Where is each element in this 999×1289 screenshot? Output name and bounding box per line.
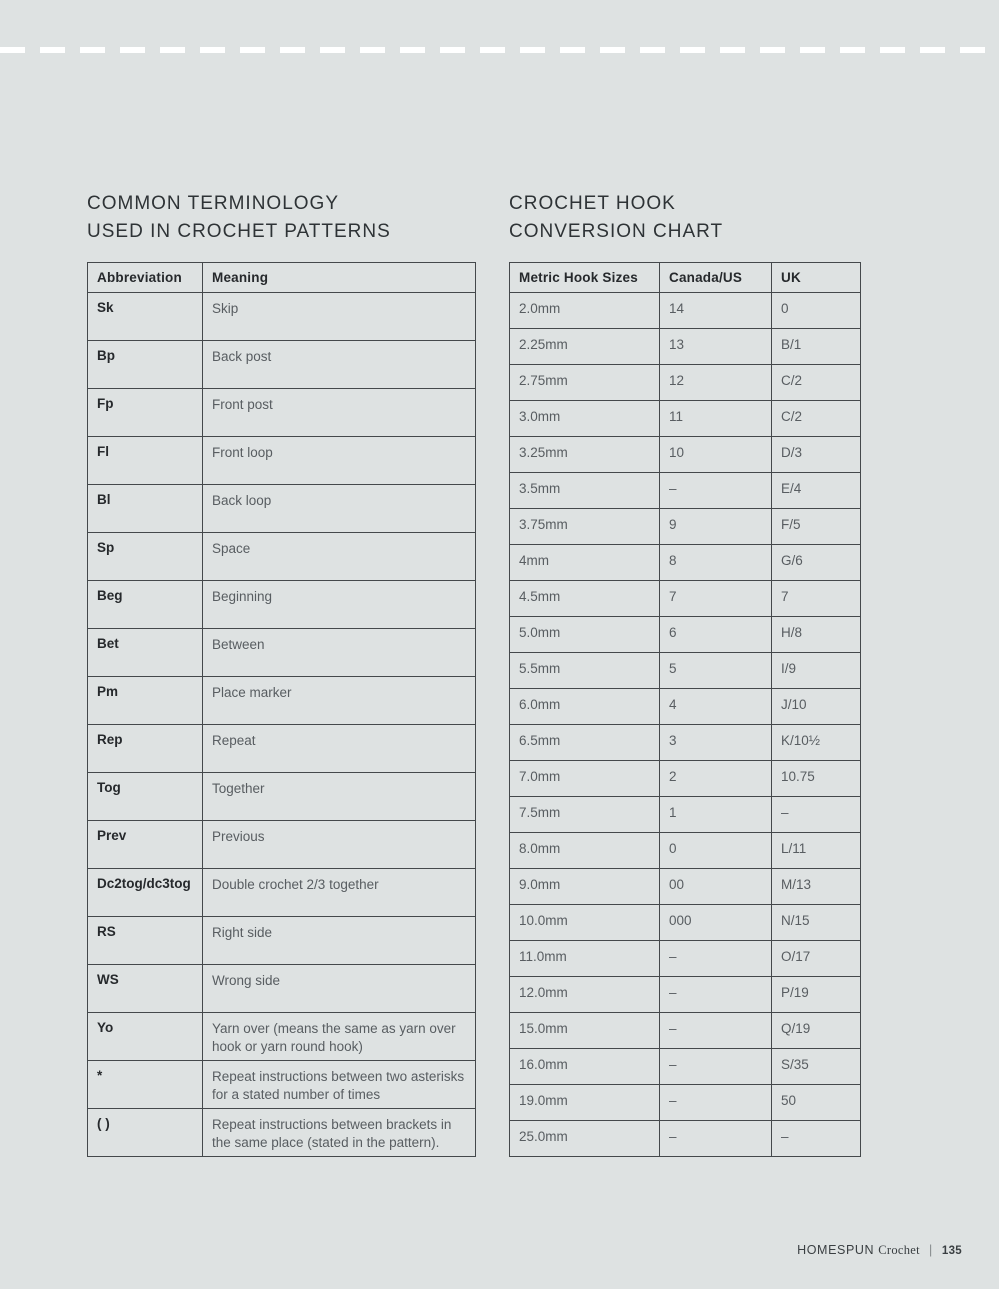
canada-us-size-cell: 10 (660, 437, 772, 473)
hook-chart-header-metric: Metric Hook Sizes (510, 263, 660, 293)
uk-size-cell: C/2 (772, 365, 861, 401)
metric-size-cell: 7.5mm (510, 797, 660, 833)
meaning-cell: Previous (203, 821, 476, 869)
meaning-cell: Wrong side (203, 965, 476, 1013)
abbreviation-cell: Rep (88, 725, 203, 773)
terminology-table-row (88, 389, 476, 437)
metric-size-cell: 3.5mm (510, 473, 660, 509)
uk-size-cell: E/4 (772, 473, 861, 509)
canada-us-size-cell: 2 (660, 761, 772, 797)
hook-chart-table-row (510, 869, 861, 905)
hook-chart-table-row (510, 473, 861, 509)
canada-us-size-cell: 12 (660, 365, 772, 401)
meaning-cell: Between (203, 629, 476, 677)
metric-size-cell: 3.0mm (510, 401, 660, 437)
abbreviation-cell: Sp (88, 533, 203, 581)
uk-size-cell: C/2 (772, 401, 861, 437)
abbreviation-cell: Pm (88, 677, 203, 725)
meaning-cell: Front post (203, 389, 476, 437)
abbreviation-cell: Dc2tog/dc3tog (88, 869, 203, 917)
uk-size-cell: 50 (772, 1085, 861, 1121)
abbreviation-cell: Tog (88, 773, 203, 821)
terminology-table-row (88, 293, 476, 341)
metric-size-cell: 4.5mm (510, 581, 660, 617)
footer-separator: | (928, 1243, 933, 1257)
terminology-table-row (88, 869, 476, 917)
footer-brand: HOMESPUN (797, 1243, 875, 1257)
canada-us-size-cell: 9 (660, 509, 772, 545)
terminology-table-row (88, 533, 476, 581)
uk-size-cell: – (772, 1121, 861, 1157)
uk-size-cell: M/13 (772, 869, 861, 905)
metric-size-cell: 3.25mm (510, 437, 660, 473)
terminology-header-abbreviation: Abbreviation (88, 263, 203, 293)
metric-size-cell: 19.0mm (510, 1085, 660, 1121)
canada-us-size-cell: 8 (660, 545, 772, 581)
canada-us-size-cell: 14 (660, 293, 772, 329)
hook-chart-table-row (510, 689, 861, 725)
canada-us-size-cell: 000 (660, 905, 772, 941)
abbreviation-cell: Sk (88, 293, 203, 341)
terminology-table-row (88, 1109, 476, 1157)
metric-size-cell: 8.0mm (510, 833, 660, 869)
terminology-table-row (88, 485, 476, 533)
metric-size-cell: 10.0mm (510, 905, 660, 941)
abbreviation-cell: Bl (88, 485, 203, 533)
abbreviation-cell: Bp (88, 341, 203, 389)
abbreviation-cell: ( ) (88, 1109, 203, 1157)
abbreviation-cell: * (88, 1061, 203, 1109)
hook-chart-table-row (510, 977, 861, 1013)
uk-size-cell: Q/19 (772, 1013, 861, 1049)
metric-size-cell: 3.75mm (510, 509, 660, 545)
terminology-table-row (88, 581, 476, 629)
metric-size-cell: 25.0mm (510, 1121, 660, 1157)
metric-size-cell: 7.0mm (510, 761, 660, 797)
metric-size-cell: 6.0mm (510, 689, 660, 725)
abbreviation-cell: Prev (88, 821, 203, 869)
uk-size-cell: 10.75 (772, 761, 861, 797)
uk-size-cell: O/17 (772, 941, 861, 977)
dashed-cut-line (0, 47, 999, 53)
terminology-table-row (88, 629, 476, 677)
canada-us-size-cell: 13 (660, 329, 772, 365)
hook-chart-section (509, 190, 860, 1157)
meaning-cell: Repeat (203, 725, 476, 773)
abbreviation-cell: Bet (88, 629, 203, 677)
metric-size-cell: 2.0mm (510, 293, 660, 329)
footer-brand-suffix: Crochet (878, 1243, 920, 1257)
canada-us-size-cell: – (660, 1085, 772, 1121)
hook-chart-table-row (510, 1121, 861, 1157)
canada-us-size-cell: 3 (660, 725, 772, 761)
meaning-cell: Right side (203, 917, 476, 965)
terminology-header-row (88, 263, 476, 293)
uk-size-cell: 7 (772, 581, 861, 617)
meaning-cell: Skip (203, 293, 476, 341)
meaning-cell: Back loop (203, 485, 476, 533)
uk-size-cell: 0 (772, 293, 861, 329)
abbreviation-cell: Yo (88, 1013, 203, 1061)
meaning-cell: Beginning (203, 581, 476, 629)
canada-us-size-cell: 1 (660, 797, 772, 833)
hook-chart-table-row (510, 329, 861, 365)
canada-us-size-cell: – (660, 977, 772, 1013)
hook-chart-table-row (510, 653, 861, 689)
metric-size-cell: 15.0mm (510, 1013, 660, 1049)
hook-chart-header-row (510, 263, 861, 293)
terminology-title-line2: USED IN CROCHET PATTERNS (87, 221, 391, 242)
terminology-title-line1: COMMON TERMINOLOGY (87, 193, 339, 214)
hook-chart-table-row (510, 833, 861, 869)
meaning-cell: Back post (203, 341, 476, 389)
terminology-title (87, 190, 475, 246)
meaning-cell: Repeat instructions between brackets in the same place (stated in the pattern). (203, 1109, 476, 1157)
uk-size-cell: H/8 (772, 617, 861, 653)
canada-us-size-cell: 5 (660, 653, 772, 689)
uk-size-cell: B/1 (772, 329, 861, 365)
hook-chart-table-row (510, 293, 861, 329)
abbreviation-cell: Fp (88, 389, 203, 437)
hook-chart-table-row (510, 581, 861, 617)
terminology-table (87, 262, 476, 1157)
footer-page-number: 135 (941, 1245, 962, 1257)
page-footer (797, 1243, 962, 1258)
hook-chart-title (509, 190, 860, 246)
meaning-cell: Space (203, 533, 476, 581)
hook-chart-table-row (510, 365, 861, 401)
hook-chart-title-line1: CROCHET HOOK (509, 193, 676, 214)
uk-size-cell: S/35 (772, 1049, 861, 1085)
uk-size-cell: K/10½ (772, 725, 861, 761)
hook-chart-table-row (510, 797, 861, 833)
canada-us-size-cell: 4 (660, 689, 772, 725)
canada-us-size-cell: – (660, 1013, 772, 1049)
uk-size-cell: D/3 (772, 437, 861, 473)
metric-size-cell: 2.25mm (510, 329, 660, 365)
terminology-table-row (88, 677, 476, 725)
metric-size-cell: 6.5mm (510, 725, 660, 761)
terminology-table-row (88, 773, 476, 821)
uk-size-cell: – (772, 797, 861, 833)
canada-us-size-cell: – (660, 1049, 772, 1085)
uk-size-cell: J/10 (772, 689, 861, 725)
abbreviation-cell: Fl (88, 437, 203, 485)
hook-chart-table-row (510, 401, 861, 437)
canada-us-size-cell: – (660, 473, 772, 509)
hook-chart-table-row (510, 1049, 861, 1085)
meaning-cell: Repeat instructions between two asterisks for a stated number of times (203, 1061, 476, 1109)
metric-size-cell: 9.0mm (510, 869, 660, 905)
hook-chart-table-row (510, 761, 861, 797)
metric-size-cell: 5.5mm (510, 653, 660, 689)
terminology-table-row (88, 917, 476, 965)
terminology-table-row (88, 965, 476, 1013)
metric-size-cell: 11.0mm (510, 941, 660, 977)
uk-size-cell: G/6 (772, 545, 861, 581)
uk-size-cell: F/5 (772, 509, 861, 545)
uk-size-cell: I/9 (772, 653, 861, 689)
terminology-table-row (88, 821, 476, 869)
hook-chart-header-uk: UK (772, 263, 861, 293)
abbreviation-cell: RS (88, 917, 203, 965)
metric-size-cell: 5.0mm (510, 617, 660, 653)
hook-chart-table-row (510, 545, 861, 581)
abbreviation-cell: Beg (88, 581, 203, 629)
hook-chart-table-row (510, 725, 861, 761)
hook-chart-table-row (510, 1085, 861, 1121)
hook-chart-table-row (510, 905, 861, 941)
terminology-table-row (88, 341, 476, 389)
hook-conversion-table (509, 262, 861, 1157)
canada-us-size-cell: 00 (660, 869, 772, 905)
metric-size-cell: 4mm (510, 545, 660, 581)
canada-us-size-cell: 6 (660, 617, 772, 653)
hook-chart-table-row (510, 437, 861, 473)
terminology-table-row (88, 1013, 476, 1061)
meaning-cell: Yarn over (means the same as yarn over hook or yarn round hook) (203, 1013, 476, 1061)
canada-us-size-cell: 0 (660, 833, 772, 869)
uk-size-cell: P/19 (772, 977, 861, 1013)
metric-size-cell: 12.0mm (510, 977, 660, 1013)
uk-size-cell: N/15 (772, 905, 861, 941)
hook-chart-table-row (510, 509, 861, 545)
hook-chart-table-row (510, 617, 861, 653)
terminology-table-row (88, 1061, 476, 1109)
terminology-table-row (88, 437, 476, 485)
canada-us-size-cell: – (660, 941, 772, 977)
canada-us-size-cell: 11 (660, 401, 772, 437)
meaning-cell: Double crochet 2/3 together (203, 869, 476, 917)
canada-us-size-cell: – (660, 1121, 772, 1157)
metric-size-cell: 2.75mm (510, 365, 660, 401)
metric-size-cell: 16.0mm (510, 1049, 660, 1085)
hook-chart-table-row (510, 941, 861, 977)
uk-size-cell: L/11 (772, 833, 861, 869)
hook-chart-table-row (510, 1013, 861, 1049)
terminology-table-row (88, 725, 476, 773)
terminology-header-meaning: Meaning (203, 263, 476, 293)
meaning-cell: Front loop (203, 437, 476, 485)
hook-chart-header-canada-us: Canada/US (660, 263, 772, 293)
hook-chart-title-line2: CONVERSION CHART (509, 221, 724, 242)
terminology-section (87, 190, 475, 1157)
meaning-cell: Together (203, 773, 476, 821)
abbreviation-cell: WS (88, 965, 203, 1013)
canada-us-size-cell: 7 (660, 581, 772, 617)
meaning-cell: Place marker (203, 677, 476, 725)
